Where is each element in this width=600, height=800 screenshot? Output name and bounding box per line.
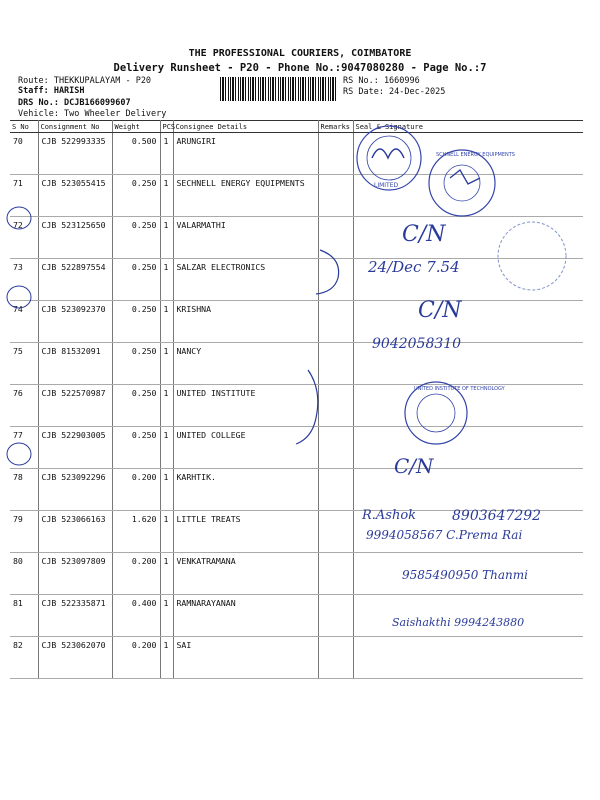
sno-cell: 78	[10, 469, 38, 511]
handwriting-cn-74: C/N	[418, 298, 462, 323]
runsheet-title: Delivery Runsheet - P20 - Phone No.:9047080280 - Page No.:7	[113, 62, 487, 74]
sno-cell: 74	[10, 301, 38, 343]
faint-stamp	[498, 222, 566, 290]
drs-number: DRS No.: DCJB166099607	[18, 98, 131, 108]
consignee-cell: SECHNELL ENERGY EQUIPMENTS	[173, 175, 318, 217]
consignment-cell: CJB 523066163	[38, 511, 112, 553]
weight-cell: 0.500	[112, 133, 160, 175]
consignee-cell: UNITED INSTITUTE	[173, 385, 318, 427]
consignee-cell: VALARMATHI	[173, 217, 318, 259]
sno-cell: 82	[10, 637, 38, 679]
pcs-cell: 1	[160, 343, 173, 385]
weight-cell: 0.250	[112, 427, 160, 469]
consignee-cell: RAMNARAYANAN	[173, 595, 318, 637]
col-seal: Seal & Signature	[353, 121, 583, 133]
consignee-cell: KARHTIK.	[173, 469, 318, 511]
weight-cell: 0.200	[112, 553, 160, 595]
vehicle-info: Vehicle: Two Wheeler Delivery	[18, 109, 167, 119]
handwriting-sig-81: 9585490950 Thanmi	[402, 568, 528, 582]
pcs-cell: 1	[160, 385, 173, 427]
consignment-cell: CJB 523062070	[38, 637, 112, 679]
sno-cell: 73	[10, 259, 38, 301]
consignment-cell: CJB 522903005	[38, 427, 112, 469]
pcs-cell: 1	[160, 259, 173, 301]
handwriting-sig-82: Saishakthi 9994243880	[392, 616, 525, 629]
sno-cell: 71	[10, 175, 38, 217]
institute-stamp	[405, 382, 506, 444]
bracket-mark	[296, 370, 318, 444]
consignment-cell: CJB 522993335	[38, 133, 112, 175]
staff-info: Staff: HARISH	[18, 86, 85, 96]
pcs-cell: 1	[160, 637, 173, 679]
sno-cell: 70	[10, 133, 38, 175]
consignee-cell: SALZAR ELECTRONICS	[173, 259, 318, 301]
handwriting-sig-73: 24/Dec 7.54	[368, 258, 460, 276]
consignee-cell: UNITED COLLEGE	[173, 427, 318, 469]
consignment-cell: CJB 81532091	[38, 343, 112, 385]
weight-cell: 0.250	[112, 301, 160, 343]
sno-cell: 81	[10, 595, 38, 637]
col-consignee: Consignee Details	[173, 121, 318, 133]
stamp-text: SCHNELL ENERGY EQUIPMENTS	[436, 152, 515, 158]
handwriting-cn-78: C/N	[394, 454, 434, 478]
handwriting-sig-80: 9994058567 C.Prema Rai	[366, 528, 523, 542]
col-sno: S No	[10, 121, 38, 133]
pcs-cell: 1	[160, 217, 173, 259]
pcs-cell: 1	[160, 553, 173, 595]
rs-date: RS Date: 24-Dec-2025	[343, 87, 446, 97]
handwriting-cn-72: C/N	[402, 222, 446, 247]
consignee-cell: NANCY	[173, 343, 318, 385]
handwriting-sig-75: 9042058310	[372, 336, 462, 352]
pcs-cell: 1	[160, 175, 173, 217]
weight-cell: 0.250	[112, 175, 160, 217]
handwriting-sig-79-phone: 8903647292	[452, 508, 542, 524]
weight-cell: 0.250	[112, 385, 160, 427]
col-remarks: Remarks	[318, 121, 353, 133]
weight-cell: 0.250	[112, 259, 160, 301]
sno-cell: 76	[10, 385, 38, 427]
pcs-cell: 1	[160, 469, 173, 511]
stamp-text: LIMITED	[374, 182, 399, 189]
weight-cell: 0.250	[112, 343, 160, 385]
consignment-cell: CJB 523125650	[38, 217, 112, 259]
weight-cell: 1.620	[112, 511, 160, 553]
consignment-cell: CJB 523092296	[38, 469, 112, 511]
route-info: Route: THEKKUPALAYAM - P20	[18, 76, 152, 86]
sno-cell: 77	[10, 427, 38, 469]
consignee-cell: VENKATRAMANA	[173, 553, 318, 595]
circle-mark	[7, 443, 31, 465]
weight-cell: 0.400	[112, 595, 160, 637]
weight-cell: 0.200	[112, 637, 160, 679]
consignee-cell: ARUNGIRI	[173, 133, 318, 175]
consignment-cell: CJB 522570987	[38, 385, 112, 427]
weight-cell: 0.250	[112, 217, 160, 259]
col-consignment: Consignment No	[38, 121, 112, 133]
consignment-cell: CJB 522897554	[38, 259, 112, 301]
consignment-cell: CJB 523055415	[38, 175, 112, 217]
circle-mark	[7, 286, 31, 308]
company-stamp	[357, 126, 421, 190]
sno-cell: 79	[10, 511, 38, 553]
consignment-cell: CJB 522335871	[38, 595, 112, 637]
consignment-cell: CJB 523092370	[38, 301, 112, 343]
consignee-cell: LITTLE TREATS	[173, 511, 318, 553]
sno-cell: 80	[10, 553, 38, 595]
pcs-cell: 1	[160, 133, 173, 175]
pcs-cell: 1	[160, 511, 173, 553]
schnell-stamp	[429, 150, 515, 216]
pcs-cell: 1	[160, 595, 173, 637]
consignee-cell: KRISHNA	[173, 301, 318, 343]
weight-cell: 0.200	[112, 469, 160, 511]
circle-mark	[7, 207, 31, 229]
sno-cell: 72	[10, 217, 38, 259]
pcs-cell: 1	[160, 427, 173, 469]
rs-number: RS No.: 1660996	[343, 76, 420, 86]
pcs-cell: 1	[160, 301, 173, 343]
bracket-mark	[316, 250, 339, 294]
stamp-text: UNITED INSTITUTE OF TECHNOLOGY	[414, 386, 505, 392]
consignee-cell: SAI	[173, 637, 318, 679]
company-title: THE PROFESSIONAL COURIERS, COIMBATORE	[188, 48, 412, 59]
sno-cell: 75	[10, 343, 38, 385]
consignment-cell: CJB 523097809	[38, 553, 112, 595]
handwriting-sig-79-name: R.Ashok	[362, 508, 417, 523]
col-pcs: PCS	[160, 121, 173, 133]
col-weight: Weight	[112, 121, 160, 133]
